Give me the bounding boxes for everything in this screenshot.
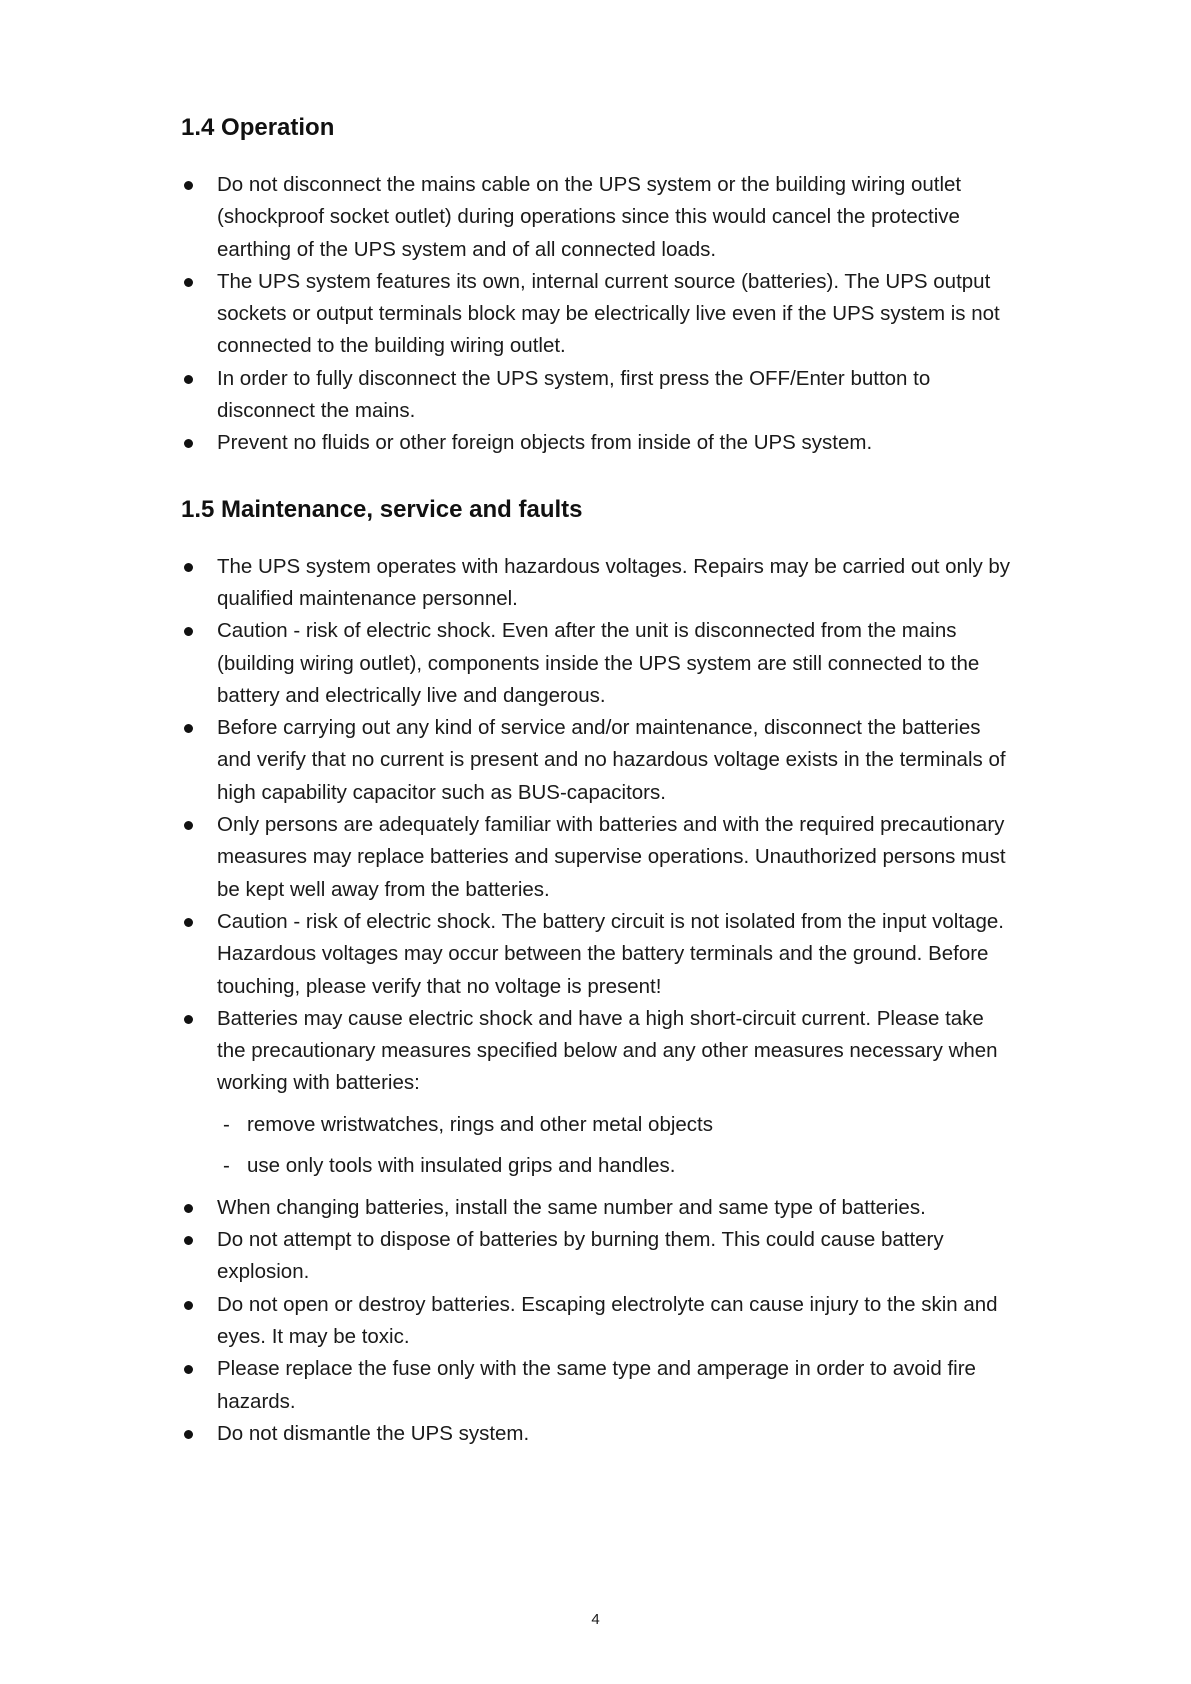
page-number: 4 <box>591 1611 600 1628</box>
dash-marker: - <box>223 1112 230 1136</box>
list-item: Do not open or destroy batteries. Escaping electrolyte can cause injury to the skin and eyes. It may be toxic. <box>181 1289 1011 1354</box>
list-item: Do not disconnect the mains cable on the UPS system or the building wiring outlet (shockproof socket outlet) during operations since this would cancel the protective earthing of the UPS system and of all connected loads. <box>181 169 1011 266</box>
list-item: Batteries may cause electric shock and have a high short-circuit current. Please take the precautionary measures specified below and any other measures necessary when working with batteries: - remove wristwatches, rings and other metal objects - use only tools with insulated grips and handles. <box>181 1003 1011 1186</box>
section-heading-operation: 1.4 Operation <box>181 114 335 141</box>
list-item: Prevent no fluids or other foreign objects from inside of the UPS system. <box>181 427 1011 459</box>
sub-list-item: - use only tools with insulated grips and handles. <box>223 1145 1011 1186</box>
bullet-icon <box>184 278 193 287</box>
section-heading-maintenance: 1.5 Maintenance, service and faults <box>181 495 583 523</box>
list-item: Caution - risk of electric shock. Even after the unit is disconnected from the mains (building wiring outlet), components inside the UPS system are still connected to the battery and electrically live and dangerous. <box>181 615 1011 712</box>
bullet-icon <box>184 375 193 384</box>
list-item: When changing batteries, install the same number and same type of batteries. <box>181 1192 1011 1224</box>
bullet-icon <box>184 439 193 448</box>
bullet-icon <box>184 181 193 190</box>
list-item: In order to fully disconnect the UPS system, first press the OFF/Enter button to disconnect the mains. <box>181 363 1011 428</box>
list-item: Do not dismantle the UPS system. <box>181 1418 1011 1450</box>
battery-precautions-sublist <box>217 1104 1011 1186</box>
maintenance-list <box>181 551 1011 1450</box>
list-item: Before carrying out any kind of service and/or maintenance, disconnect the batteries and verify that no current is present and no hazardous voltage exists in the terminals of high capability capacitor such as BUS-capacitors. <box>181 712 1011 809</box>
bullet-icon <box>184 1015 193 1024</box>
bullet-icon <box>184 1301 193 1310</box>
sub-list-item: - remove wristwatches, rings and other metal objects <box>223 1104 1011 1145</box>
bullet-icon <box>184 724 193 733</box>
list-item: The UPS system features its own, internal current source (batteries). The UPS output sockets or output terminals block may be electrically live even if the UPS system is not connected to the building wiring outlet. <box>181 266 1011 363</box>
bullet-icon <box>184 1365 193 1374</box>
bullet-icon <box>184 563 193 572</box>
list-item: The UPS system operates with hazardous voltages. Repairs may be carried out only by qualified maintenance personnel. <box>181 551 1011 616</box>
bullet-icon <box>184 627 193 636</box>
bullet-icon <box>184 1204 193 1213</box>
operation-list <box>181 169 1011 460</box>
list-item: Do not attempt to dispose of batteries by burning them. This could cause battery explosion. <box>181 1224 1011 1289</box>
bullet-icon <box>184 918 193 927</box>
list-item: Caution - risk of electric shock. The battery circuit is not isolated from the input voltage. Hazardous voltages may occur between the battery terminals and the ground. Before touching, please verify that no voltage is present! <box>181 906 1011 1003</box>
list-item: Only persons are adequately familiar with batteries and with the required precautionary measures may replace batteries and supervise operations. Unauthorized persons must be kept well away from the batteries. <box>181 809 1011 906</box>
bullet-icon <box>184 821 193 830</box>
dash-marker: - <box>223 1153 230 1177</box>
bullet-icon <box>184 1236 193 1245</box>
list-item: Please replace the fuse only with the same type and amperage in order to avoid fire hazards. <box>181 1353 1011 1418</box>
bullet-icon <box>184 1430 193 1439</box>
page-content <box>181 112 1011 1450</box>
